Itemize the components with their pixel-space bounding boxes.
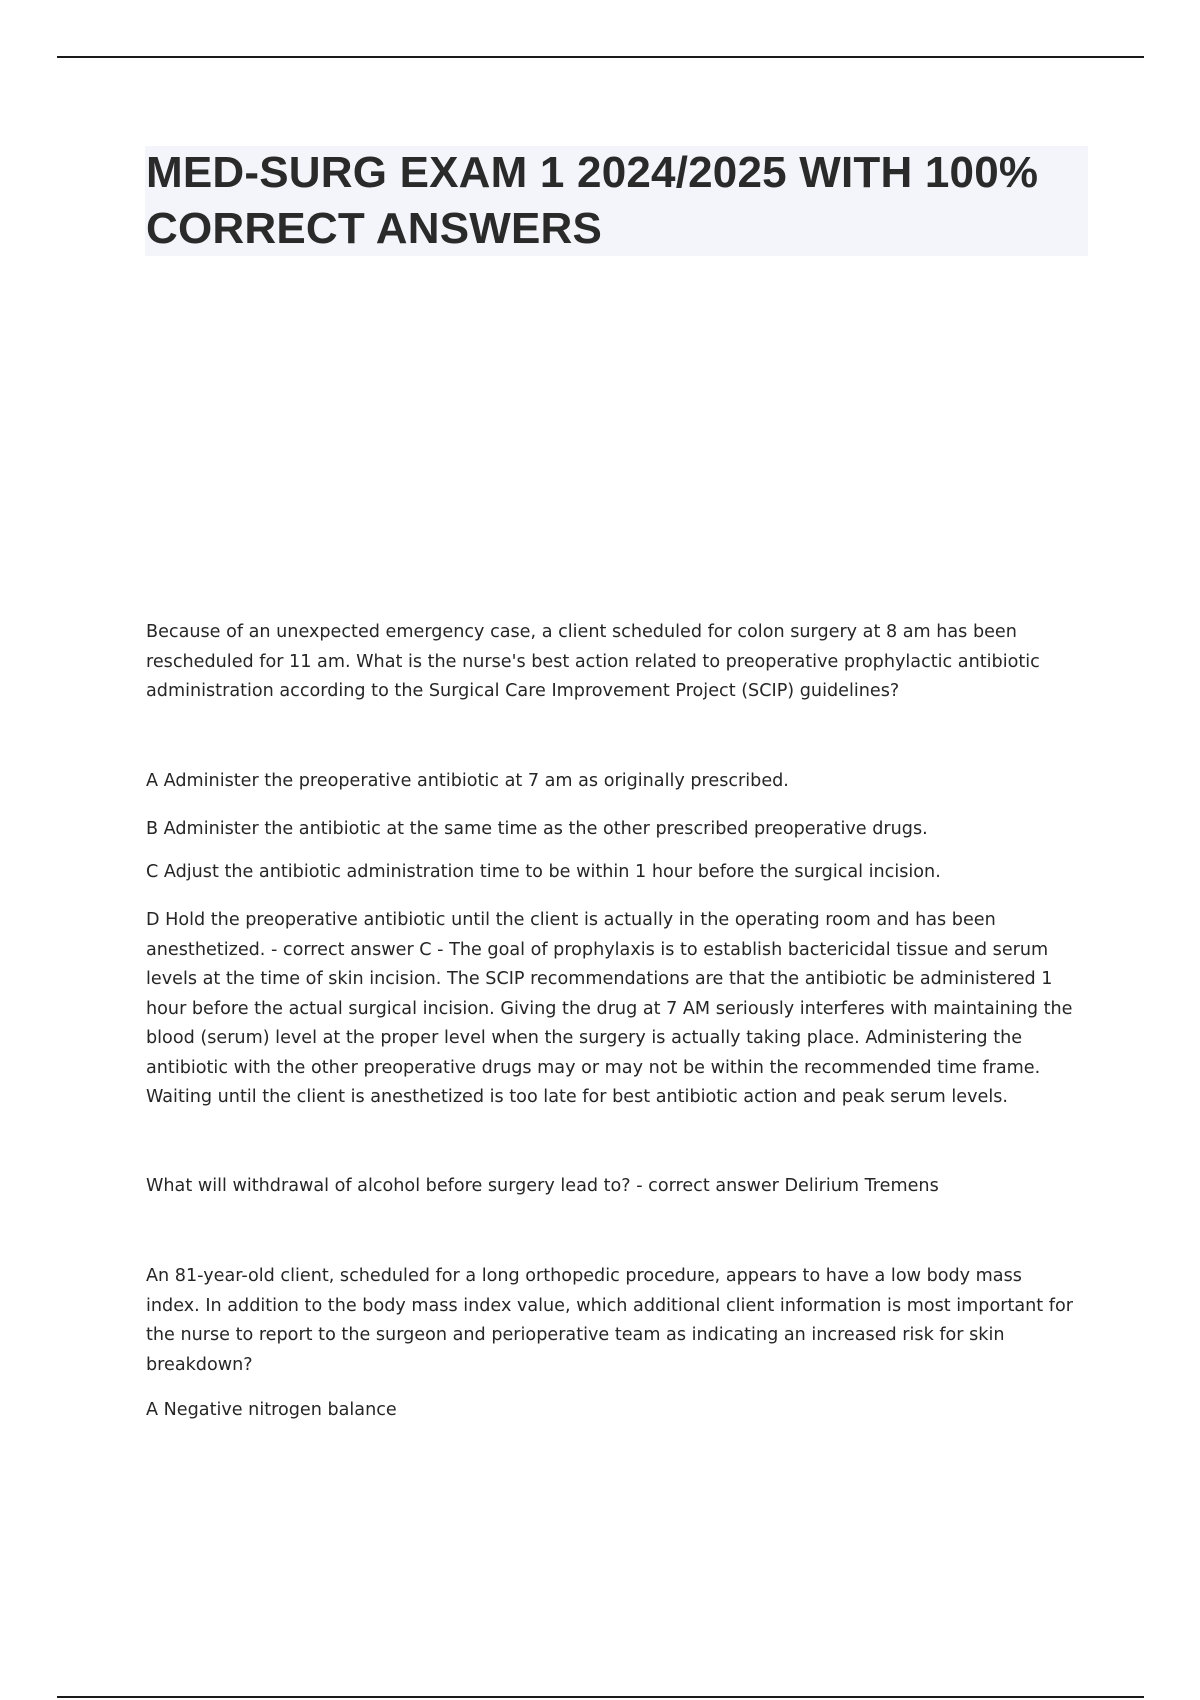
- question-3-option-a: A Negative nitrogen balance: [146, 1400, 397, 1420]
- footer-rule: [57, 1696, 1144, 1698]
- document-title: MED-SURG EXAM 1 2024/2025 WITH 100% CORRECT ANSWERS: [146, 148, 1039, 253]
- question-1-option-d-answer: D Hold the preoperative antibiotic until the client is actually in the operating room and has been anesthetized. - correct answer C - The goal of prophylaxis is to establish bactericidal tissue and serum levels at the time of skin incision. The SCIP recommendations are that the antibiotic be administered 1 hour before the actual surgical incision. Giving the drug at 7 AM seriously interferes with maintaining the blood (serum) level at the proper level when the surgery is actually taking place. Administering the antibiotic with the other preoperative drugs may or may not be within the recommended time frame. Waiting until the client is anesthetized is too late for best antibiotic action and peak serum levels.: [146, 910, 1073, 1107]
- question-1-stem: Because of an unexpected emergency case, a client scheduled for colon surgery at 8 am has been rescheduled for 11 am. What is the nurse's best action related to preoperative prophylactic antibiotic administration according to the Surgical Care Improvement Project (SCIP) guidelines?: [146, 622, 1040, 701]
- question-1-option-a: A Administer the preoperative antibiotic at 7 am as originally prescribed.: [146, 771, 789, 791]
- question-1-option-c: C Adjust the antibiotic administration time to be within 1 hour before the surgical incision.: [146, 862, 941, 882]
- question-2-stem-answer: What will withdrawal of alcohol before surgery lead to? - correct answer Delirium Tremens: [146, 1176, 939, 1196]
- question-3-stem: An 81-year-old client, scheduled for a long orthopedic procedure, appears to have a low body mass index. In addition to the body mass index value, which additional client information is most important for the nurse to report to the surgeon and perioperative team as indicating an increased risk for skin breakdown?: [146, 1266, 1073, 1375]
- header-rule: [57, 56, 1144, 58]
- question-1-option-b: B Administer the antibiotic at the same time as the other prescribed preoperative drugs.: [146, 819, 928, 839]
